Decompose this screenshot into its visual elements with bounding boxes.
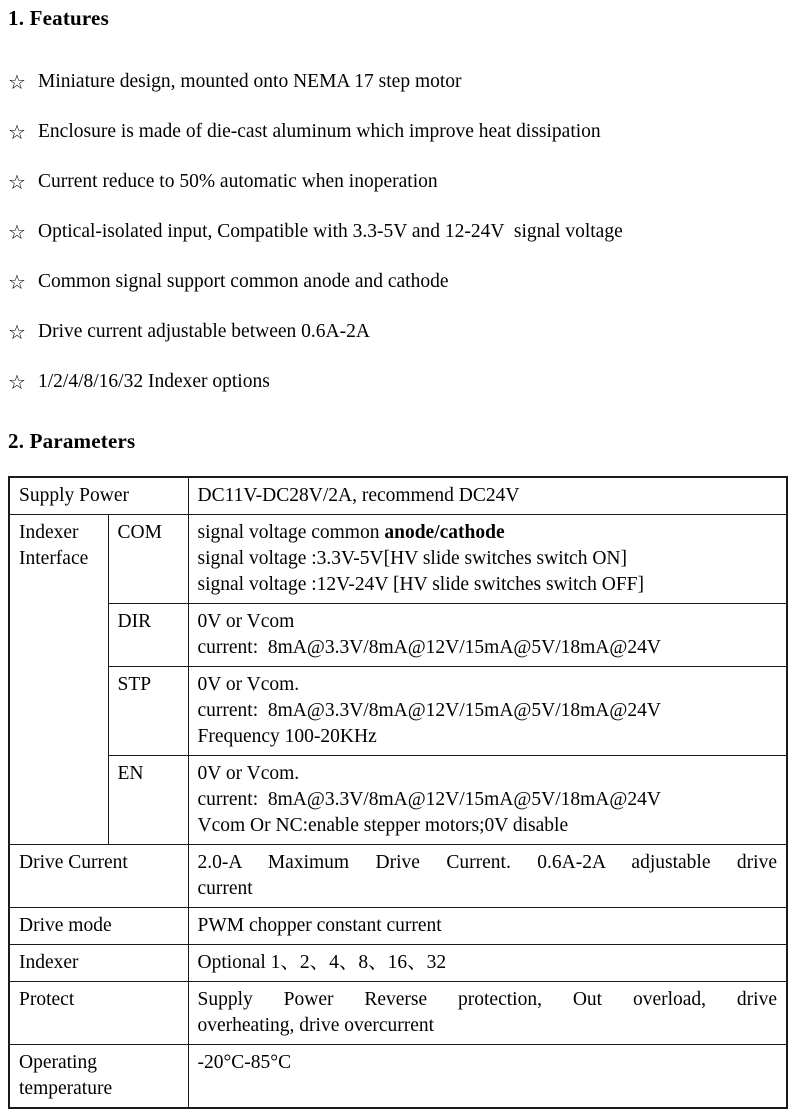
drive-current-label-cell: Drive Current: [9, 845, 188, 908]
indexer-row: [9, 945, 787, 982]
feature-item: [8, 169, 790, 195]
com-label-cell: COM: [108, 515, 188, 604]
star-bullet-icon: ☆: [8, 370, 26, 394]
feature-item: [8, 69, 790, 95]
en-line: current: 8mA@3.3V/8mA@12V/15mA@5V/18mA@24V: [197, 789, 661, 810]
protect-label-cell: Protect: [9, 982, 188, 1045]
feature-text: Drive current adjustable between 0.6A-2A: [38, 321, 370, 342]
en-row: [9, 756, 787, 845]
feature-item: [8, 269, 790, 295]
operating-temperature-row: [9, 1045, 787, 1109]
feature-text: Optical-isolated input, Compatible with 3.3-5V and 12-24V signal voltage: [38, 221, 623, 242]
protect-value-cell: [188, 982, 787, 1045]
star-bullet-icon: ☆: [8, 320, 26, 344]
feature-item: [8, 219, 790, 245]
stp-value-cell: [188, 667, 787, 756]
dir-line: 0V or Vcom: [197, 611, 295, 632]
stp-line: current: 8mA@3.3V/8mA@12V/15mA@5V/18mA@24V: [197, 700, 661, 721]
stp-row: [9, 667, 787, 756]
drive-mode-label-cell: Drive mode: [9, 908, 188, 945]
dir-value-cell: [188, 604, 787, 667]
supply-power-label-cell: Supply Power: [9, 477, 188, 515]
parameters-heading: 2. Parameters: [8, 429, 136, 453]
feature-text: 1/2/4/8/16/32 Indexer options: [38, 371, 270, 392]
com-line-bold: anode/cathode: [384, 522, 505, 543]
star-bullet-icon: ☆: [8, 120, 26, 144]
feature-item: [8, 119, 790, 145]
drive-mode-row: [9, 908, 787, 945]
star-bullet-icon: ☆: [8, 70, 26, 94]
en-line: Vcom Or NC:enable stepper motors;0V disable: [197, 815, 569, 836]
supply-power-row: [9, 477, 787, 515]
feature-item: [8, 369, 790, 395]
star-bullet-icon: ☆: [8, 170, 26, 194]
drive-mode-value-cell: PWM chopper constant current: [188, 908, 787, 945]
star-bullet-icon: ☆: [8, 270, 26, 294]
en-value-cell: [188, 756, 787, 845]
indexer-label-cell: Indexer: [9, 945, 188, 982]
indexer-interface-label-cell: Indexer Interface: [9, 515, 108, 845]
protect-line: overheating, drive overcurrent: [197, 1015, 435, 1036]
feature-item: [8, 319, 790, 345]
features-list: [8, 69, 790, 395]
feature-text: Enclosure is made of die-cast aluminum which improve heat dissipation: [38, 121, 601, 142]
com-line-prefix: signal voltage common: [197, 522, 385, 543]
stp-line: Frequency 100-20KHz: [197, 726, 377, 747]
drive-current-line: 2.0-A Maximum Drive Current. 0.6A-2A adjustable drive: [197, 852, 777, 873]
dir-row: [9, 604, 787, 667]
drive-current-value-cell: [188, 845, 787, 908]
star-bullet-icon: ☆: [8, 220, 26, 244]
com-line-voltage-on: signal voltage :3.3V-5V[HV slide switches switch ON]: [197, 548, 627, 569]
protect-row: [9, 982, 787, 1045]
operating-temperature-value-cell: -20°C-85°C: [188, 1045, 787, 1109]
en-label-cell: EN: [108, 756, 188, 845]
features-heading: 1. Features: [8, 6, 109, 30]
supply-power-value-cell: DC11V-DC28V/2A, recommend DC24V: [188, 477, 787, 515]
drive-current-row: [9, 845, 787, 908]
feature-text: Current reduce to 50% automatic when inoperation: [38, 171, 438, 192]
en-line: 0V or Vcom.: [197, 763, 300, 784]
protect-line: Supply Power Reverse protection, Out overload, drive: [197, 989, 777, 1010]
stp-line: 0V or Vcom.: [197, 674, 300, 695]
com-value-cell: [188, 515, 787, 604]
indexer-value-cell: Optional 1、2、4、8、16、32: [188, 945, 787, 982]
operating-temperature-label-cell: Operating temperature: [9, 1045, 188, 1109]
feature-text: Common signal support common anode and cathode: [38, 271, 449, 292]
com-line-anode-cathode: [198, 520, 778, 546]
stp-label-cell: STP: [108, 667, 188, 756]
drive-current-line: current: [197, 878, 253, 899]
dir-line: current: 8mA@3.3V/8mA@12V/15mA@5V/18mA@24V: [197, 637, 661, 658]
com-line-voltage-off: signal voltage :12V-24V [HV slide switches switch OFF]: [197, 574, 645, 595]
feature-text: Miniature design, mounted onto NEMA 17 step motor: [38, 71, 462, 92]
com-row: [9, 515, 787, 604]
dir-label-cell: DIR: [108, 604, 188, 667]
parameters-table: [8, 476, 788, 1109]
